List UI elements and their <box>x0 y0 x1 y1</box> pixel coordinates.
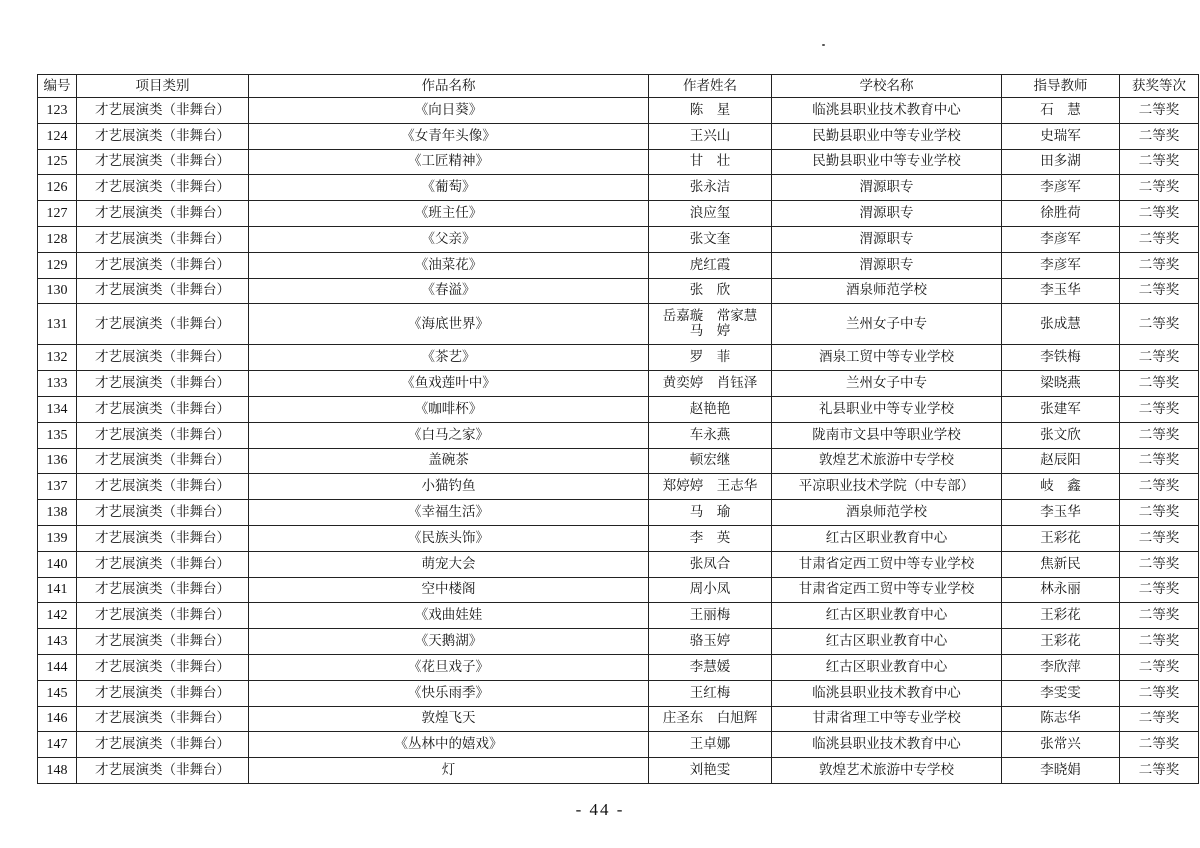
cell-author: 虎红霞 <box>649 252 772 278</box>
cell-id: 132 <box>38 345 77 371</box>
cell-school: 陇南市文县中等职业学校 <box>772 422 1002 448</box>
cell-school: 酒泉师范学校 <box>772 278 1002 304</box>
table-row <box>38 149 1199 175</box>
cell-teacher: 李彦军 <box>1002 252 1120 278</box>
cell-category: 才艺展演类（非舞台） <box>77 345 249 371</box>
cell-award: 二等奖 <box>1120 123 1199 149</box>
table-row <box>38 654 1199 680</box>
cell-work: 空中楼阁 <box>249 577 649 603</box>
cell-school: 平凉职业技术学院（中专部） <box>772 474 1002 500</box>
cell-award: 二等奖 <box>1120 732 1199 758</box>
cell-award: 二等奖 <box>1120 758 1199 784</box>
cell-award: 二等奖 <box>1120 448 1199 474</box>
cell-author: 赵艳艳 <box>649 396 772 422</box>
cell-award: 二等奖 <box>1120 304 1199 345</box>
cell-award: 二等奖 <box>1120 422 1199 448</box>
cell-teacher: 张成慧 <box>1002 304 1120 345</box>
cell-id: 130 <box>38 278 77 304</box>
cell-id: 125 <box>38 149 77 175</box>
cell-id: 128 <box>38 226 77 252</box>
cell-category: 才艺展演类（非舞台） <box>77 278 249 304</box>
cell-award: 二等奖 <box>1120 252 1199 278</box>
cell-school: 酒泉工贸中等专业学校 <box>772 345 1002 371</box>
cell-award: 二等奖 <box>1120 525 1199 551</box>
table-row <box>38 396 1199 422</box>
cell-teacher: 张常兴 <box>1002 732 1120 758</box>
cell-category: 才艺展演类（非舞台） <box>77 396 249 422</box>
cell-work: 《幸福生活》 <box>249 500 649 526</box>
cell-teacher: 张建军 <box>1002 396 1120 422</box>
cell-id: 145 <box>38 680 77 706</box>
cell-author: 陈 星 <box>649 98 772 124</box>
cell-work: 《父亲》 <box>249 226 649 252</box>
cell-school: 渭源职专 <box>772 175 1002 201</box>
cell-category: 才艺展演类（非舞台） <box>77 252 249 278</box>
cell-work: 《咖啡杯》 <box>249 396 649 422</box>
cell-work: 《葡萄》 <box>249 175 649 201</box>
cell-award: 二等奖 <box>1120 474 1199 500</box>
cell-teacher: 王彩花 <box>1002 603 1120 629</box>
cell-work: 《向日葵》 <box>249 98 649 124</box>
cell-author <box>649 304 772 345</box>
cell-teacher: 李晓娟 <box>1002 758 1120 784</box>
cell-teacher: 李玉华 <box>1002 500 1120 526</box>
cell-school: 敦煌艺术旅游中专学校 <box>772 758 1002 784</box>
cell-author: 王丽梅 <box>649 603 772 629</box>
cell-work: 《油菜花》 <box>249 252 649 278</box>
cell-school: 红古区职业教育中心 <box>772 654 1002 680</box>
cell-category: 才艺展演类（非舞台） <box>77 304 249 345</box>
table-header <box>38 75 1199 98</box>
cell-author: 刘艳雯 <box>649 758 772 784</box>
cell-category: 才艺展演类（非舞台） <box>77 371 249 397</box>
cell-author: 罗 菲 <box>649 345 772 371</box>
table-row <box>38 680 1199 706</box>
cell-work: 《天鹅湖》 <box>249 629 649 655</box>
cell-category: 才艺展演类（非舞台） <box>77 654 249 680</box>
cell-teacher: 徐胜荷 <box>1002 201 1120 227</box>
cell-work: 《民族头饰》 <box>249 525 649 551</box>
cell-author: 马 瑜 <box>649 500 772 526</box>
cell-author: 车永燕 <box>649 422 772 448</box>
cell-category: 才艺展演类（非舞台） <box>77 226 249 252</box>
cell-id: 138 <box>38 500 77 526</box>
cell-work: 小猫钓鱼 <box>249 474 649 500</box>
cell-id: 129 <box>38 252 77 278</box>
cell-teacher: 岐 鑫 <box>1002 474 1120 500</box>
cell-school: 红古区职业教育中心 <box>772 525 1002 551</box>
cell-teacher: 王彩花 <box>1002 525 1120 551</box>
cell-award: 二等奖 <box>1120 98 1199 124</box>
table-row <box>38 732 1199 758</box>
cell-award: 二等奖 <box>1120 175 1199 201</box>
header-author: 作者姓名 <box>649 75 772 98</box>
cell-school: 礼县职业中等专业学校 <box>772 396 1002 422</box>
cell-award: 二等奖 <box>1120 629 1199 655</box>
cell-id: 135 <box>38 422 77 448</box>
author-line: 岳嘉璇 常家慧 <box>662 308 758 325</box>
table-row <box>38 629 1199 655</box>
cell-category: 才艺展演类（非舞台） <box>77 175 249 201</box>
cell-work: 《花旦戏子》 <box>249 654 649 680</box>
header-teacher: 指导教师 <box>1002 75 1120 98</box>
cell-school: 甘肃省定西工贸中等专业学校 <box>772 551 1002 577</box>
cell-teacher: 焦新民 <box>1002 551 1120 577</box>
cell-teacher: 李玉华 <box>1002 278 1120 304</box>
cell-category: 才艺展演类（非舞台） <box>77 149 249 175</box>
cell-teacher: 李欣萍 <box>1002 654 1120 680</box>
cell-category: 才艺展演类（非舞台） <box>77 680 249 706</box>
cell-school: 临洮县职业技术教育中心 <box>772 98 1002 124</box>
cell-work: 《白马之家》 <box>249 422 649 448</box>
cell-award: 二等奖 <box>1120 551 1199 577</box>
cell-award: 二等奖 <box>1120 603 1199 629</box>
cell-id: 139 <box>38 525 77 551</box>
cell-teacher: 李铁梅 <box>1002 345 1120 371</box>
cell-award: 二等奖 <box>1120 706 1199 732</box>
table-row <box>38 278 1199 304</box>
cell-school: 红古区职业教育中心 <box>772 603 1002 629</box>
table-row <box>38 98 1199 124</box>
cell-category: 才艺展演类（非舞台） <box>77 500 249 526</box>
cell-id: 134 <box>38 396 77 422</box>
cell-id: 137 <box>38 474 77 500</box>
table-row <box>38 525 1199 551</box>
cell-id: 148 <box>38 758 77 784</box>
cell-award: 二等奖 <box>1120 500 1199 526</box>
cell-category: 才艺展演类（非舞台） <box>77 706 249 732</box>
cell-author: 王红梅 <box>649 680 772 706</box>
cell-award: 二等奖 <box>1120 226 1199 252</box>
cell-author: 周小凤 <box>649 577 772 603</box>
cell-award: 二等奖 <box>1120 278 1199 304</box>
cell-school: 甘肃省理工中等专业学校 <box>772 706 1002 732</box>
cell-author: 李 英 <box>649 525 772 551</box>
table-row <box>38 123 1199 149</box>
cell-id: 144 <box>38 654 77 680</box>
cell-category: 才艺展演类（非舞台） <box>77 448 249 474</box>
cell-school: 酒泉师范学校 <box>772 500 1002 526</box>
cell-id: 142 <box>38 603 77 629</box>
cell-author: 庄圣东 白旭辉 <box>649 706 772 732</box>
table-body <box>38 98 1199 784</box>
cell-school: 民勤县职业中等专业学校 <box>772 123 1002 149</box>
table-row <box>38 603 1199 629</box>
table-row <box>38 201 1199 227</box>
cell-work: 盖碗茶 <box>249 448 649 474</box>
header-school: 学校名称 <box>772 75 1002 98</box>
header-work: 作品名称 <box>249 75 649 98</box>
cell-work: 《丛林中的嬉戏》 <box>249 732 649 758</box>
table-row <box>38 551 1199 577</box>
table-row <box>38 500 1199 526</box>
cell-school: 临洮县职业技术教育中心 <box>772 680 1002 706</box>
cell-author: 骆玉婷 <box>649 629 772 655</box>
table-row <box>38 252 1199 278</box>
cell-category: 才艺展演类（非舞台） <box>77 577 249 603</box>
cell-award: 二等奖 <box>1120 201 1199 227</box>
header-category: 项目类别 <box>77 75 249 98</box>
table-row <box>38 226 1199 252</box>
awards-table <box>37 74 1199 784</box>
page-number: - 44 - <box>575 800 625 819</box>
table-row <box>38 345 1199 371</box>
cell-category: 才艺展演类（非舞台） <box>77 758 249 784</box>
cell-school: 民勤县职业中等专业学校 <box>772 149 1002 175</box>
cell-teacher: 梁晓燕 <box>1002 371 1120 397</box>
cell-id: 141 <box>38 577 77 603</box>
cell-school: 渭源职专 <box>772 201 1002 227</box>
cell-category: 才艺展演类（非舞台） <box>77 629 249 655</box>
cell-id: 133 <box>38 371 77 397</box>
cell-school: 红古区职业教育中心 <box>772 629 1002 655</box>
cell-teacher: 张文欣 <box>1002 422 1120 448</box>
cell-category: 才艺展演类（非舞台） <box>77 525 249 551</box>
header-award: 获奖等次 <box>1120 75 1199 98</box>
cell-author: 顿宏继 <box>649 448 772 474</box>
cell-work: 《茶艺》 <box>249 345 649 371</box>
cell-id: 140 <box>38 551 77 577</box>
cell-teacher: 田多湖 <box>1002 149 1120 175</box>
table-row <box>38 577 1199 603</box>
cell-id: 131 <box>38 304 77 345</box>
cell-author: 黄奕婷 肖钰泽 <box>649 371 772 397</box>
table-row <box>38 175 1199 201</box>
cell-work: 《班主任》 <box>249 201 649 227</box>
cell-teacher: 王彩花 <box>1002 629 1120 655</box>
cell-work: 《春溢》 <box>249 278 649 304</box>
cell-teacher: 李彦军 <box>1002 226 1120 252</box>
cell-work: 《戏曲娃娃 <box>249 603 649 629</box>
cell-award: 二等奖 <box>1120 680 1199 706</box>
cell-author: 张凤合 <box>649 551 772 577</box>
cell-work: 《快乐雨季》 <box>249 680 649 706</box>
cell-award: 二等奖 <box>1120 149 1199 175</box>
cell-award: 二等奖 <box>1120 577 1199 603</box>
cell-school: 渭源职专 <box>772 226 1002 252</box>
cell-work: 《女青年头像》 <box>249 123 649 149</box>
cell-award: 二等奖 <box>1120 371 1199 397</box>
scan-speck <box>822 44 825 46</box>
table-row <box>38 706 1199 732</box>
cell-category: 才艺展演类（非舞台） <box>77 551 249 577</box>
cell-id: 143 <box>38 629 77 655</box>
cell-teacher: 李雯雯 <box>1002 680 1120 706</box>
cell-award: 二等奖 <box>1120 345 1199 371</box>
cell-school: 渭源职专 <box>772 252 1002 278</box>
cell-id: 146 <box>38 706 77 732</box>
cell-work: 《工匠精神》 <box>249 149 649 175</box>
cell-author: 王兴山 <box>649 123 772 149</box>
cell-school: 临洮县职业技术教育中心 <box>772 732 1002 758</box>
cell-teacher: 史瑞军 <box>1002 123 1120 149</box>
cell-category: 才艺展演类（非舞台） <box>77 98 249 124</box>
cell-category: 才艺展演类（非舞台） <box>77 123 249 149</box>
cell-author: 张 欣 <box>649 278 772 304</box>
cell-id: 147 <box>38 732 77 758</box>
cell-id: 126 <box>38 175 77 201</box>
cell-award: 二等奖 <box>1120 654 1199 680</box>
cell-teacher: 石 慧 <box>1002 98 1120 124</box>
cell-category: 才艺展演类（非舞台） <box>77 201 249 227</box>
cell-school: 兰州女子中专 <box>772 304 1002 345</box>
cell-author: 张文奎 <box>649 226 772 252</box>
author-line: 马 婷 <box>689 323 731 340</box>
cell-school: 敦煌艺术旅游中专学校 <box>772 448 1002 474</box>
cell-work: 萌宠大会 <box>249 551 649 577</box>
table-row <box>38 448 1199 474</box>
cell-work: 敦煌飞天 <box>249 706 649 732</box>
cell-author: 张永洁 <box>649 175 772 201</box>
table-row <box>38 758 1199 784</box>
cell-school: 甘肃省定西工贸中等专业学校 <box>772 577 1002 603</box>
cell-author: 郑婷婷 王志华 <box>649 474 772 500</box>
table-row <box>38 304 1199 345</box>
cell-teacher: 林永丽 <box>1002 577 1120 603</box>
cell-id: 136 <box>38 448 77 474</box>
cell-category: 才艺展演类（非舞台） <box>77 732 249 758</box>
cell-author: 甘 壮 <box>649 149 772 175</box>
cell-teacher: 陈志华 <box>1002 706 1120 732</box>
cell-id: 127 <box>38 201 77 227</box>
cell-school: 兰州女子中专 <box>772 371 1002 397</box>
cell-teacher: 赵辰阳 <box>1002 448 1120 474</box>
cell-id: 124 <box>38 123 77 149</box>
table-row <box>38 474 1199 500</box>
table-row <box>38 371 1199 397</box>
cell-id: 123 <box>38 98 77 124</box>
cell-category: 才艺展演类（非舞台） <box>77 422 249 448</box>
cell-category: 才艺展演类（非舞台） <box>77 474 249 500</box>
table-row <box>38 422 1199 448</box>
cell-work: 灯 <box>249 758 649 784</box>
cell-award: 二等奖 <box>1120 396 1199 422</box>
cell-author: 王卓娜 <box>649 732 772 758</box>
cell-category: 才艺展演类（非舞台） <box>77 603 249 629</box>
cell-work: 《鱼戏莲叶中》 <box>249 371 649 397</box>
cell-author: 浪应玺 <box>649 201 772 227</box>
cell-work: 《海底世界》 <box>249 304 649 345</box>
cell-teacher: 李彦军 <box>1002 175 1120 201</box>
cell-author: 李慧媛 <box>649 654 772 680</box>
header-row <box>38 75 1199 98</box>
header-id: 编号 <box>38 75 77 98</box>
